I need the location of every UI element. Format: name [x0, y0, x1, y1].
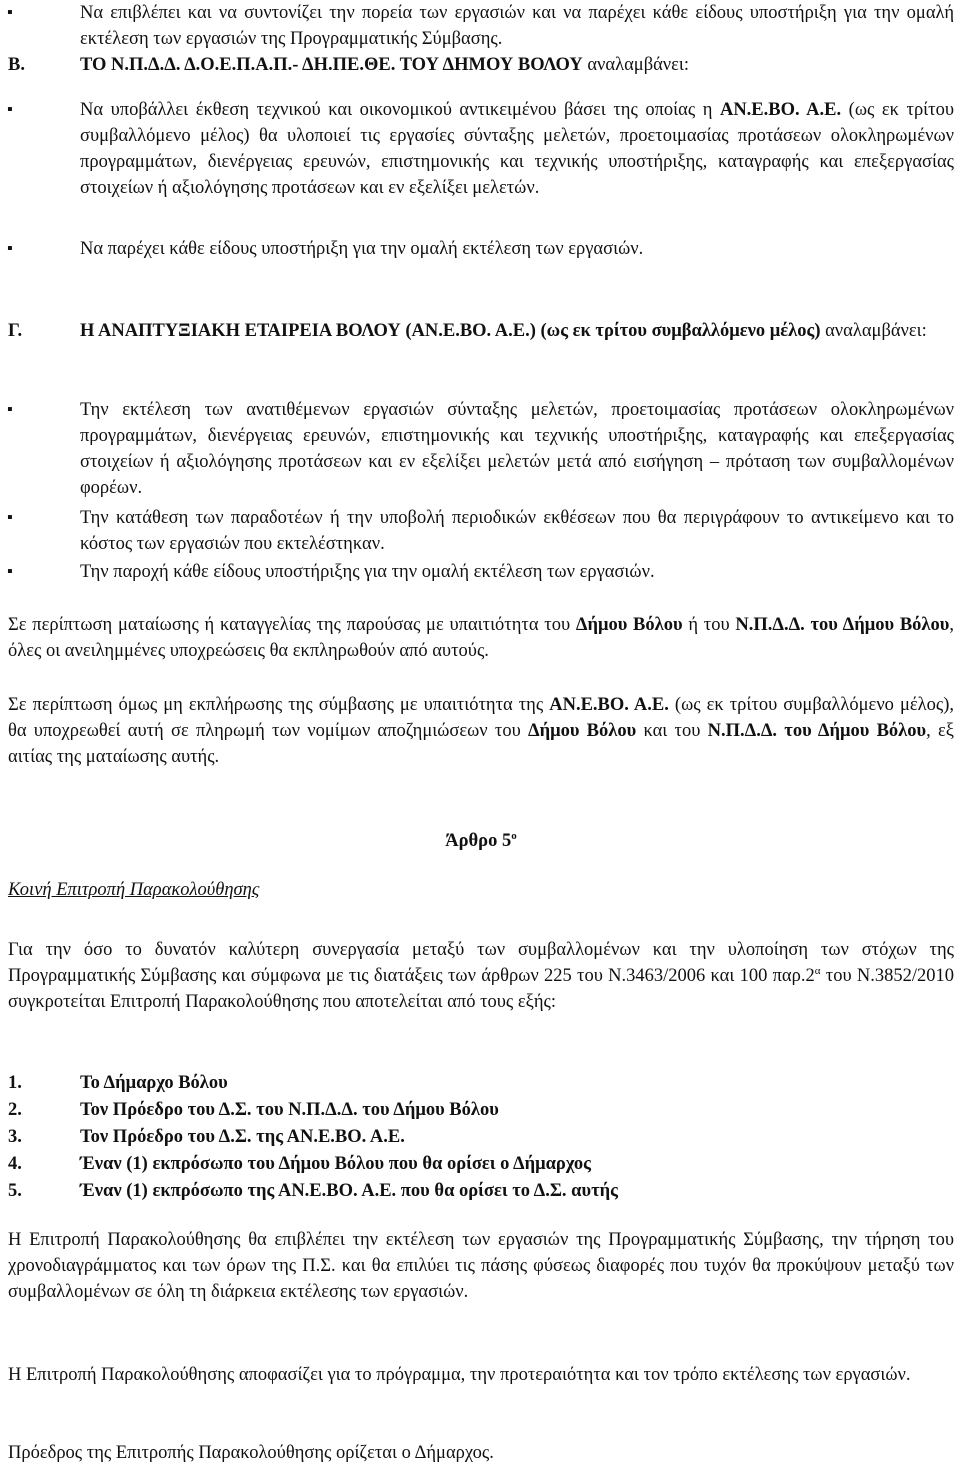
superscript: α [814, 964, 821, 977]
text: Σε περίπτωση όμως μη εκπλήρωσης της σύμβασης με υπαιτιότητα της [8, 695, 550, 715]
article-title [8, 828, 954, 854]
list-text: Έναν (1) εκπρόσωπο της ΑΝ.Ε.ΒΟ. Α.Ε. που θα ορίσει το Δ.Σ. αυτής [80, 1181, 618, 1201]
bullet-text: Να υποβάλλει έκθεση τεχνικού και οικονομικού αντικειμένου βάσει της οποίας η [80, 100, 720, 120]
paragraph-withdrawal [8, 612, 954, 664]
article-subtitle [8, 877, 259, 903]
bullet-square-icon [7, 505, 17, 532]
paragraph-chair [8, 1440, 954, 1466]
paragraph-committee [8, 937, 954, 1015]
list-item [80, 559, 954, 585]
article-title-sup: ο [511, 829, 517, 842]
section-rest: αναλαμβάνει: [820, 321, 927, 341]
text: Σε περίπτωση ματαίωσης ή καταγγελίας της παρούσας με υπαιτιότητα του [8, 615, 576, 635]
paragraph-decide [8, 1362, 954, 1388]
list-item [80, 97, 954, 201]
bold-text: Δήμου Βόλου [575, 615, 683, 635]
list-number: 2. [8, 1100, 22, 1120]
bullet-text: Να επιβλέπει και να συντονίζει την πορεία των εργασιών και να παρέχει κάθε είδους υποστήριξη για την ομαλή εκτέλεση των εργασιών της Προγραμματικής Σύμβασης. [80, 3, 954, 49]
bullet-text: Την κατάθεση των παραδοτέων ή την υποβολή περιοδικών εκθέσεων που θα περιγράφουν το αντικείμενο και το κόστος των εργασιών που εκτελέστηκαν. [80, 508, 954, 554]
section-org: ΤΟ Ν.Π.Δ.Δ. Δ.Ο.Ε.Π.Α.Π.- ΔΗ.ΠΕ.ΘΕ. ΤΟΥ ΔΗΜΟΥ ΒΟΛΟΥ [80, 55, 583, 75]
text: , εξ αιτίας της ματαίωσης αυτής. [8, 721, 954, 767]
text: Η Επιτροπή Παρακολούθησης αποφασίζει για το πρόγραμμα, την προτεραιότητα και τον τρόπο εκτέλεσης των εργασιών. [8, 1365, 911, 1385]
section-b-heading [8, 52, 954, 78]
bold-text: Ν.Π.Δ.Δ. του Δήμου Βόλου [735, 615, 950, 635]
paragraph-nonperformance [8, 692, 954, 770]
text: Η Επιτροπή Παρακολούθησης θα επιβλέπει την εκτέλεση των εργασιών της Προγραμματικής Σύμβασης, την τήρηση του χρονοδιαγράμματος και των όρων της Π.Σ. και θα επιλύει τις πάσης φύσεως διαφορές που τυχόν θα προκύψουν μεταξύ των συμβαλλομένων σε όλη τη διάρκεια εκτέλεσης των εργασιών. [8, 1230, 954, 1302]
bullet-bold: ΑΝ.Ε.ΒΟ. Α.Ε. [719, 100, 842, 120]
bold-text: Ν.Π.Δ.Δ. του Δήμου Βόλου [707, 721, 927, 741]
section-letter: Β. [8, 55, 25, 75]
bullet-square-icon [7, 236, 17, 263]
list-number: 3. [8, 1127, 22, 1147]
bullet-text: Να παρέχει κάθε είδους υποστήριξη για την ομαλή εκτέλεση των εργασιών. [80, 239, 644, 259]
text: , όλες οι ανειλημμένες υποχρεώσεις θα εκπληρωθούν από αυτούς. [8, 615, 954, 661]
bullet-text: Την παροχή κάθε είδους υποστήριξης για την ομαλή εκτέλεση των εργασιών. [80, 562, 655, 582]
bullet-square-icon [7, 397, 17, 424]
section-letter: Γ. [8, 321, 23, 341]
article-subtitle-text: Κοινή Επιτροπή Παρακολούθησης [8, 880, 260, 900]
list-item [80, 236, 954, 262]
text: (ως εκ τρίτου συμβαλλόμενο μέλος), θα υποχρεωθεί αυτή σε πληρωμή των νομίμων αποζημιώσεων του [8, 695, 954, 741]
list-text: Τον Πρόεδρο του Δ.Σ. της ΑΝ.Ε.ΒΟ. Α.Ε. [80, 1127, 405, 1147]
section-heading: Η ΑΝΑΠΤΥΞΙΑΚΗ ΕΤΑΙΡΕΙΑ ΒΟΛΟΥ (ΑΝ.Ε.ΒΟ. Α.Ε.) (ως εκ τρίτου συμβαλλόμενο μέλος) [80, 321, 821, 341]
bold-text: ΑΝ.Ε.ΒΟ. Α.Ε. [549, 695, 669, 715]
bullet-square-icon [7, 0, 17, 27]
list-number: 1. [8, 1073, 22, 1093]
list-item [80, 397, 954, 501]
article-title-text: Άρθρο 5 [445, 831, 512, 851]
list-text: Έναν (1) εκπρόσωπο του Δήμου Βόλου που θα ορίσει ο Δήμαρχος [80, 1154, 591, 1174]
bullet-text: Την εκτέλεση των ανατιθέμενων εργασιών σύνταξης μελετών, προετοιμασίας προτάσεων ολοκληρωμένων προγραμμάτων, διενέργειας ερευνών, επιστημονικής και τεχνικής υποστήριξης, καταγραφής και επεξεργασίας στοιχείων ή αξιολόγησης προτάσεων και εν εξελίξει μελετών μετά από εισήγηση – πρόταση των συμβαλλομένων φορέων. [80, 400, 954, 498]
bullet-square-icon [7, 97, 17, 124]
list-item [80, 0, 954, 52]
bullet-text-rest: (ως εκ τρίτου συμβαλλόμενο μέλος) θα υλοποιεί τις εργασίες σύνταξης μελετών, προετοιμασίας προτάσεων ολοκληρωμένων προγραμμάτων, διενέργειας ερευνών, επιστημονικής και τεχνικής υποστήριξης, καταγραφής και επεξεργασίας στοιχείων ή αξιολόγησης προτάσεων και εν εξελίξει μελετών. [80, 100, 955, 198]
text: του Ν.3852/2010 συγκροτείται Επιτροπή Παρακολούθησης που αποτελείται από τους εξής: [8, 966, 954, 1012]
bullet-square-icon [7, 559, 17, 586]
paragraph-supervise [8, 1227, 954, 1305]
list-text: Το Δήμαρχο Βόλου [80, 1073, 228, 1093]
list-item [80, 505, 954, 557]
text: Πρόεδρος της Επιτροπής Παρακολούθησης ορίζεται ο Δήμαρχος. [8, 1443, 494, 1463]
section-c-heading [8, 318, 954, 344]
list-number: 5. [8, 1181, 22, 1201]
text: και του [636, 721, 708, 741]
text: Για την όσο το δυνατόν καλύτερη συνεργασία μεταξύ των συμβαλλομένων και την υλοποίηση των στόχων της Προγραμματικής Σύμβασης και σύμφωνα με τις διατάξεις των άρθρων 225 του Ν.3463/2006 και 100 παρ.2 [8, 940, 954, 986]
list-text: Τον Πρόεδρο του Δ.Σ. του Ν.Π.Δ.Δ. του Δήμου Βόλου [80, 1100, 499, 1120]
section-rest: αναλαμβάνει: [582, 55, 690, 75]
list-number: 4. [8, 1154, 22, 1174]
text: ή του [682, 615, 736, 635]
bold-text: Δήμου Βόλου [528, 721, 637, 741]
